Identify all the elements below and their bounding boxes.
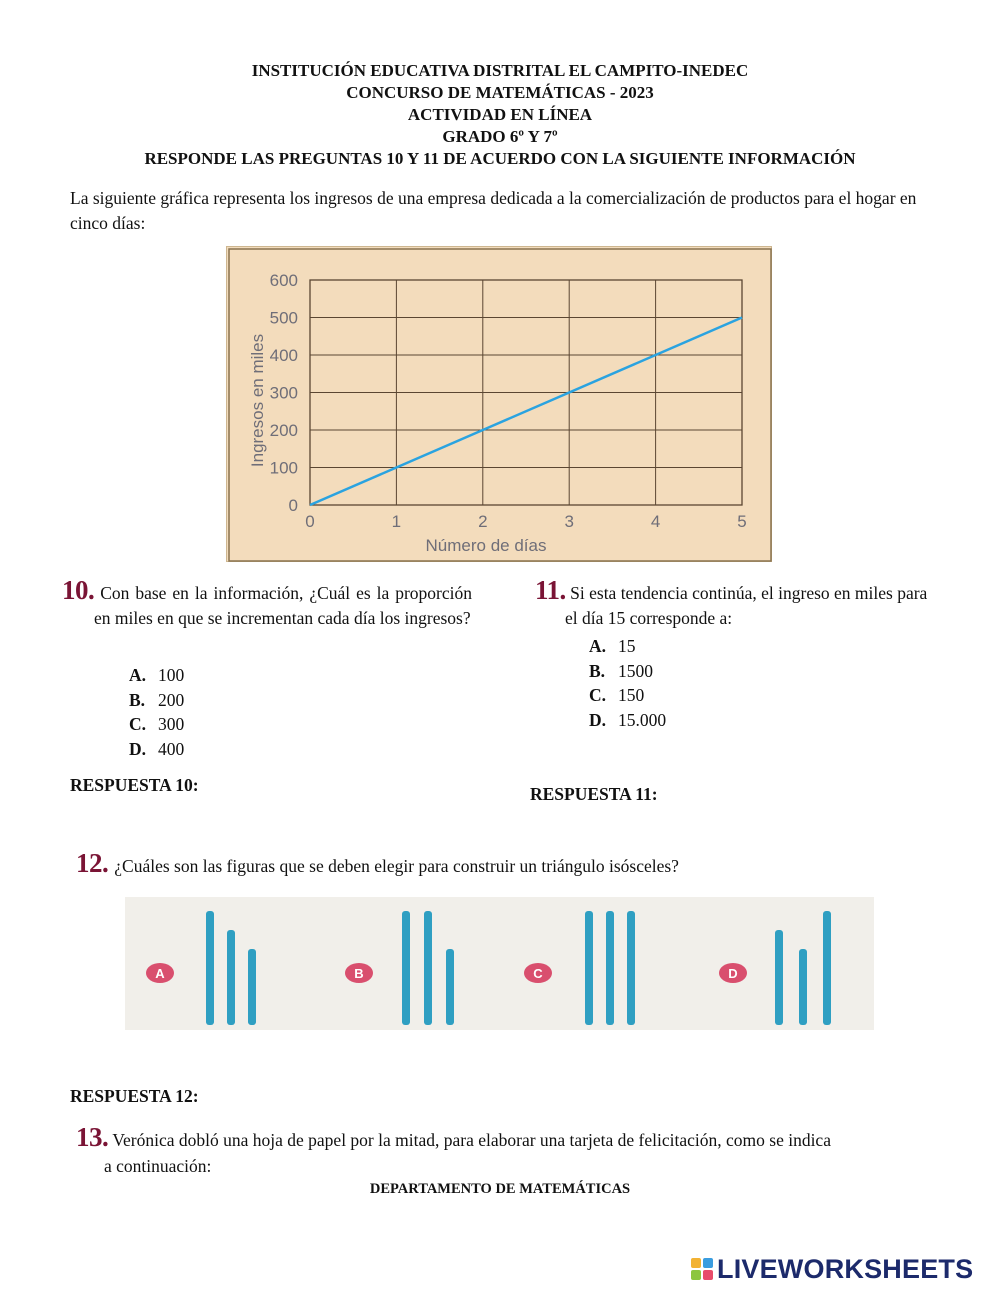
stick-figures-svg	[125, 897, 874, 1030]
option-letter: B.	[589, 660, 606, 681]
option-letter: D.	[589, 709, 607, 730]
x-tick-label: 2	[478, 512, 488, 531]
activity-title: ACTIVIDAD EN LÍNEA	[407, 105, 593, 124]
question-11	[535, 575, 935, 631]
y-tick-label: 100	[269, 458, 298, 478]
option-letter: D.	[129, 738, 147, 759]
x-tick-label: 3	[564, 512, 574, 531]
option-text: 400	[158, 738, 185, 759]
figure-c-label: C	[533, 966, 543, 981]
q11-option-b[interactable]	[589, 659, 666, 684]
option-text: 300	[158, 714, 185, 734]
income-chart	[226, 246, 772, 562]
intro-text: La siguiente gráfica representa los ingresos de una empresa dedicada a la comercialización de productos para el hogar en cinco días:	[70, 188, 917, 233]
figure-d-label: D	[728, 966, 738, 981]
document-header	[0, 60, 1000, 170]
stick	[606, 911, 614, 1025]
question-11-options	[589, 634, 666, 732]
stick	[775, 930, 783, 1025]
y-tick-label: 0	[288, 496, 298, 515]
question-13-text-line1: Verónica dobló una hoja de papel por la mitad, para elaborar una tarjeta de felicitación, como se indica	[112, 1130, 831, 1150]
stick	[627, 911, 635, 1025]
question-10	[62, 575, 472, 631]
option-letter: C.	[129, 714, 147, 734]
q11-option-a[interactable]	[589, 634, 666, 659]
option-text: 1500	[618, 660, 653, 681]
answer-10-label: RESPUESTA 10:	[70, 775, 199, 795]
y-tick-label: 200	[269, 421, 298, 440]
question-10-options	[129, 663, 184, 761]
question-12	[76, 848, 956, 879]
stick	[206, 911, 214, 1025]
option-letter: B.	[129, 689, 146, 710]
liveworksheets-logo-icon	[691, 1258, 713, 1280]
school-name: INSTITUCIÓN EDUCATIVA DISTRITAL EL CAMPITO-INEDEC	[251, 61, 749, 80]
contest-title: CONCURSO DE MATEMÁTICAS - 2023	[346, 83, 654, 102]
question-13-text-line2: a continuación:	[104, 1156, 212, 1176]
x-axis-label: Número de días	[425, 536, 547, 555]
q11-option-d[interactable]	[589, 708, 666, 733]
stick	[248, 949, 256, 1025]
stick	[227, 930, 235, 1025]
option-text: 100	[158, 665, 185, 685]
stick-figures-strip	[125, 897, 874, 1030]
question-12-number: 12.	[76, 848, 109, 878]
question-10-text: Con base en la información, ¿Cuál es la proporción en miles en que se incrementan cada día los ingresos?	[94, 583, 472, 628]
stick	[823, 911, 831, 1025]
figure-a-label: A	[155, 966, 165, 981]
option-letter: A.	[129, 665, 147, 685]
option-letter: A.	[589, 636, 607, 656]
x-tick-label: 5	[737, 512, 747, 531]
y-tick-label: 600	[269, 271, 298, 290]
question-10-number: 10.	[62, 575, 95, 605]
option-text: 200	[158, 689, 185, 710]
answer-11-label: RESPUESTA 11:	[530, 784, 658, 804]
stick	[424, 911, 432, 1025]
income-chart-svg	[227, 247, 773, 563]
option-text: 15.000	[618, 709, 667, 730]
brand-wordmark: LIVEWORKSHEETS	[717, 1253, 974, 1284]
option-text: 15	[618, 636, 636, 656]
question-11-number: 11.	[535, 575, 566, 605]
y-tick-label: 400	[269, 346, 298, 365]
question-12-text: ¿Cuáles son las figuras que se deben elegir para construir un triángulo isósceles?	[114, 856, 679, 876]
y-tick-label: 300	[269, 383, 298, 403]
question-13-number: 13.	[76, 1122, 109, 1152]
stick	[446, 949, 454, 1025]
q10-option-c[interactable]	[129, 712, 184, 737]
grade-title: GRADO 6º Y 7º	[442, 127, 558, 146]
y-axis-label: Ingresos en miles	[248, 333, 267, 468]
stick	[585, 911, 593, 1025]
question-13	[76, 1124, 936, 1179]
q10-option-b[interactable]	[129, 688, 184, 713]
answer-12-label: RESPUESTA 12:	[70, 1086, 199, 1106]
liveworksheets-brand[interactable]	[691, 1253, 973, 1285]
income-series-line	[310, 318, 742, 506]
x-tick-label: 4	[650, 512, 661, 531]
question-11-text: Si esta tendencia continúa, el ingreso en miles para el día 15 corresponde a:	[565, 583, 928, 628]
q11-option-c[interactable]	[589, 683, 666, 708]
y-tick-label: 500	[269, 308, 298, 328]
stick	[799, 949, 807, 1025]
q10-option-d[interactable]	[129, 737, 184, 762]
option-letter: C.	[589, 685, 607, 705]
option-text: 150	[618, 685, 645, 705]
q10-option-a[interactable]	[129, 663, 184, 688]
instructions-title: RESPONDE LAS PREGUNTAS 10 Y 11 DE ACUERDO CON LA SIGUIENTE INFORMACIÓN	[144, 149, 856, 168]
x-tick-label: 1	[391, 512, 402, 531]
x-tick-label: 0	[305, 512, 315, 531]
stick	[402, 911, 410, 1025]
department-footer: DEPARTAMENTO DE MATEMÁTICAS	[369, 1181, 631, 1197]
figure-b-label: B	[354, 966, 364, 981]
